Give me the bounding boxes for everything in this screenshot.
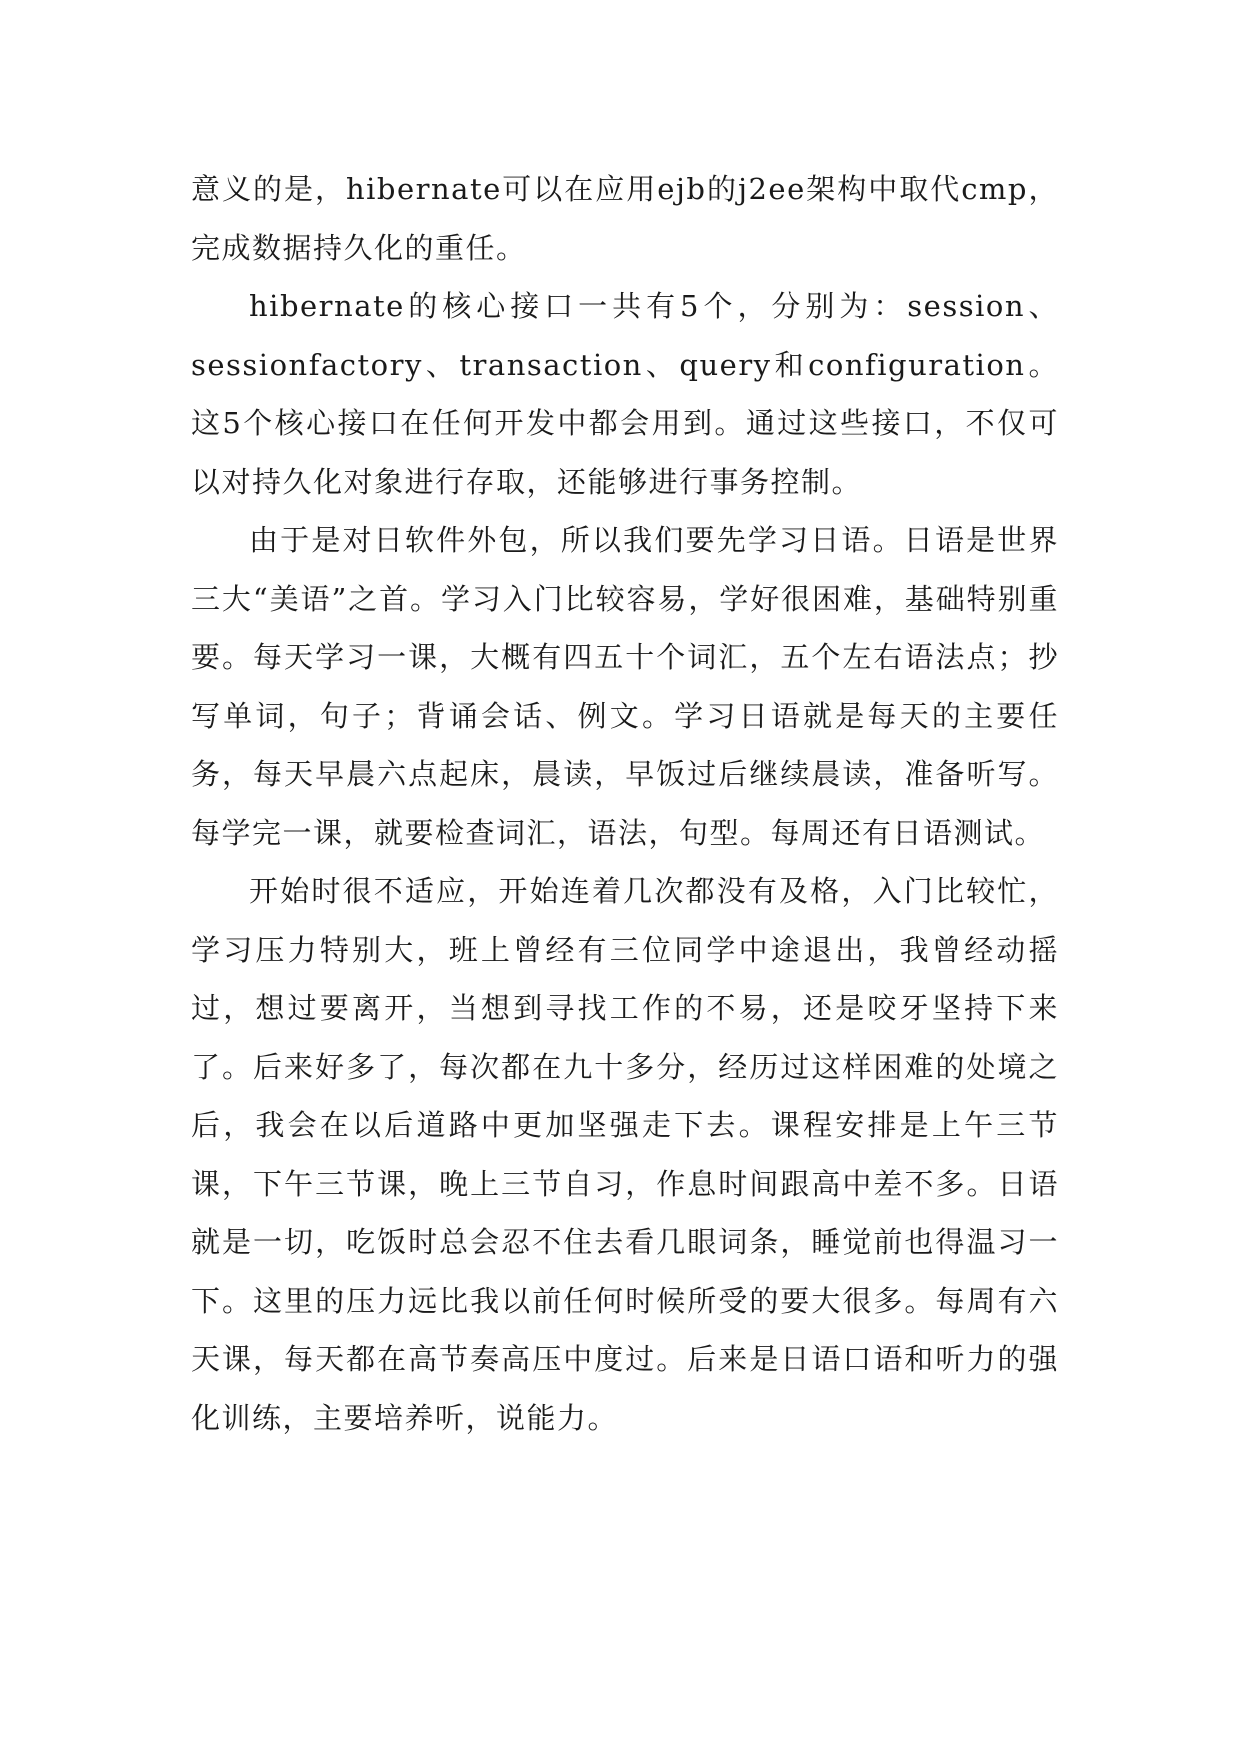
document-body (191, 160, 1059, 1447)
paragraph-4: 开始时很不适应，开始连着几次都没有及格，入门比较忙，学习压力特别大，班上曾经有三位同学中途退出，我曾经动摇过，想过要离开，当想到寻找工作的不易，还是咬牙坚持下来了。后来好多了，每次都在九十多分，经历过这样困难的处境之后，我会在以后道路中更加坚强走下去。课程安排是上午三节课，下午三节课，晚上三节自习，作息时间跟高中差不多。日语就是一切，吃饭时总会忍不住去看几眼词条，睡觉前也得温习一下。这里的压力远比我以前任何时候所受的要大很多。每周有六天课，每天都在高节奏高压中度过。后来是日语口语和听力的强化训练，主要培养听，说能力。 (191, 874, 1059, 1435)
paragraph-3: 由于是对日软件外包，所以我们要先学习日语。日语是世界三大“美语”之首。学习入门比较容易，学好很困难，基础特别重要。每天学习一课，大概有四五十个词汇，五个左右语法点；抄写单词，句子；背诵会话、例文。学习日语就是每天的主要任务，每天早晨六点起床，晨读，早饭过后继续晨读，准备听写。每学完一课，就要检查词汇，语法，句型。每周还有日语测试。 (191, 523, 1059, 850)
paragraph-2: hibernate的核心接口一共有5个，分别为：session、sessionfactory、transaction、query和configuration。这5个核心接口在任何开发中都会用到。通过这些接口，不仅可以对持久化对象进行存取，还能够进行事务控制。 (191, 289, 1059, 499)
paragraph-1: 意义的是，hibernate可以在应用ejb的j2ee架构中取代cmp，完成数据持久化的重任。 (191, 172, 1059, 265)
